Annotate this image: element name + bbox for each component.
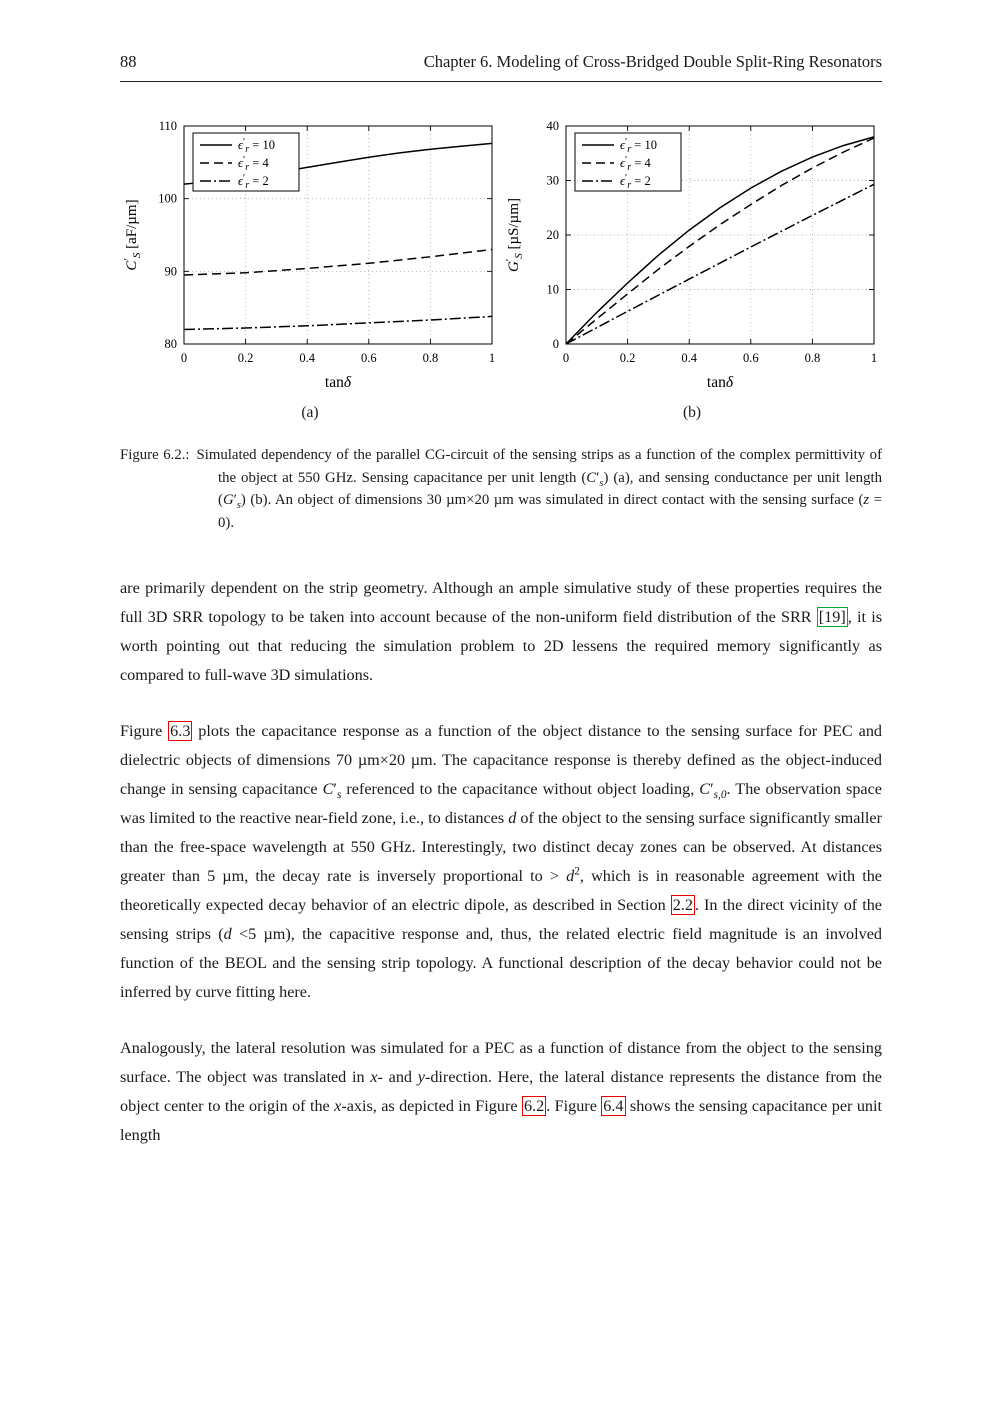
math-variable: y xyxy=(417,1068,425,1086)
math-subscript: s xyxy=(336,789,342,802)
legend-entry-label: $\epsilon'_r = 2$ xyxy=(238,173,269,191)
legend-entry-label: $\epsilon'_r = 10$ xyxy=(620,137,657,155)
math-variable: x xyxy=(370,1068,378,1086)
text-run: . The observation space was limited to the reactive near-field zone, i.e., to distances xyxy=(120,780,882,827)
x-tick-label: 1 xyxy=(870,351,878,365)
math-variable: C xyxy=(699,780,711,798)
figure-caption-text xyxy=(197,447,882,531)
math-variable: d xyxy=(508,809,517,827)
y-tick-label: 80 xyxy=(164,337,177,351)
legend-entry-label: $\epsilon'_r = 2$ xyxy=(620,173,651,191)
y-axis-label: $G'_S$ [µS/µm] xyxy=(504,198,525,272)
text-run: referenced to the capacitance without object loading, xyxy=(341,780,700,798)
math-subscript: s xyxy=(236,499,241,511)
text-run: ) (b). An object of dimensions 30 µm×20 µm was simulated in direct contact with the sensing surface ( xyxy=(240,492,864,508)
y-tick-label: 10 xyxy=(546,282,559,297)
text-run: Simulated dependency of the parallel CG-circuit of the sensing strips as a function of the complex permittivity of the object at 550 GHz. Sensing capacitance per unit length ( xyxy=(196,447,883,486)
text-run: -direction. Here, the lateral distance represents the distance from the object center to the origin of the xyxy=(120,1068,882,1115)
x-axis-label: tanδ xyxy=(324,374,352,391)
x-tick-label: 0 xyxy=(180,351,188,365)
text-run: ′ xyxy=(233,492,237,508)
math-variable: d xyxy=(566,867,575,885)
series-line xyxy=(184,250,492,276)
series-line xyxy=(184,316,492,329)
text-run: ) (a), and sensing conductance per unit length ( xyxy=(218,469,882,508)
y-tick-label: 40 xyxy=(546,119,559,133)
text-run: shows the sensing capacitance per unit length xyxy=(120,1097,882,1144)
math-variable: x xyxy=(334,1097,342,1115)
text-run: <5 µm), the capacitive response and, thus, the related electric field magnitude is an involved function of the BEOL and the sensing strip topology. A functional description of the decay behavior could not be inferred by curve fitting here. xyxy=(120,925,883,1001)
y-tick-label: 20 xyxy=(546,228,559,242)
text-run: . In the direct vicinity of the sensing strips ( xyxy=(120,896,882,943)
legend-entry-label: $\epsilon'_r = 10$ xyxy=(238,137,275,155)
x-axis-label: tanδ xyxy=(706,374,734,391)
chapter-header-title: Chapter 6. Modeling of Cross-Bridged Double Split-Ring Resonators xyxy=(423,52,882,71)
figure-6-2 xyxy=(120,112,882,422)
legend-entry-label: $\epsilon'_r = 4$ xyxy=(238,155,269,173)
math-superscript: 2 xyxy=(574,865,580,878)
cross-reference-link[interactable]: 6.4 xyxy=(603,1097,624,1115)
chart-b-sublabel: (b) xyxy=(682,404,702,421)
x-tick-label: 0.8 xyxy=(422,351,439,365)
text-run: ′ xyxy=(333,780,337,798)
x-tick-label: 0 xyxy=(562,351,570,365)
chart-a-wrap xyxy=(120,112,500,422)
math-variable: C xyxy=(586,469,597,486)
text-run: Figure xyxy=(120,722,169,740)
chart-a-sublabel: (a) xyxy=(301,404,319,421)
paragraph xyxy=(120,1034,882,1150)
math-variable: G xyxy=(222,492,234,508)
page-header xyxy=(120,0,882,82)
x-tick-label: 0.2 xyxy=(619,351,636,365)
math-subscript: s,0 xyxy=(713,789,727,802)
page-number: 88 xyxy=(120,52,137,71)
x-tick-label: 0.2 xyxy=(237,351,254,365)
cross-reference-link[interactable]: 2.2 xyxy=(672,896,693,914)
legend-entry-label: $\epsilon'_r = 4$ xyxy=(620,155,651,173)
text-run: . Figure xyxy=(546,1097,602,1115)
chart-a xyxy=(120,112,500,404)
math-variable: C xyxy=(322,780,334,798)
text-run: - and xyxy=(377,1068,418,1086)
text-run: Analogously, the lateral resolution was simulated for a PEC as a function of distance from the object to the sensing surface. The object was translated in xyxy=(120,1039,882,1086)
paragraph xyxy=(120,574,882,690)
y-tick-label: 90 xyxy=(164,264,177,279)
text-run: are primarily dependent on the strip geometry. Although an ample simulative study of these properties requires the full 3D SRR topology to be taken into account because of the non-uniform field distribution of the SRR xyxy=(120,579,882,626)
text-run: , it is worth pointing out that reducing the simulation problem to 2D lessens the required memory significantly as compared to full-wave 3D simulations. xyxy=(120,608,882,684)
chart-b-wrap xyxy=(502,112,882,422)
text-run: = 0). xyxy=(218,492,882,531)
paragraph xyxy=(120,717,882,1007)
text-run: , which is in reasonable agreement with the theoretically expected decay behavior of an electric dipole, as described in Section xyxy=(120,867,882,914)
text-run: -axis, as depicted in Figure xyxy=(341,1097,522,1115)
x-tick-label: 0.4 xyxy=(299,351,316,365)
x-tick-label: 0.8 xyxy=(804,351,821,365)
cross-reference-link[interactable]: 6.2 xyxy=(523,1097,545,1115)
x-tick-label: 1 xyxy=(488,351,496,365)
page xyxy=(120,0,882,1177)
x-tick-label: 0.6 xyxy=(360,351,377,365)
text-run: ′ xyxy=(596,469,600,486)
chart-b xyxy=(502,112,882,404)
math-subscript: s xyxy=(599,477,604,489)
y-axis-label: $C'_S$ [aF/µm] xyxy=(122,199,143,271)
math-variable: z xyxy=(863,492,870,508)
y-tick-label: 100 xyxy=(158,191,177,206)
figure-caption xyxy=(120,444,882,534)
text-run: ′ xyxy=(710,780,714,798)
x-tick-label: 0.4 xyxy=(681,351,698,365)
y-tick-label: 30 xyxy=(546,173,559,188)
citation-link[interactable]: [19] xyxy=(818,608,846,626)
text-run: plots the capacitance response as a function of the object distance to the sensing surface for PEC and dielectric objects of dimensions 70 µm×20 µm. The capacitance response is thereby defined as the object-induced change in sensing capacitance xyxy=(120,722,883,798)
y-tick-label: 110 xyxy=(158,119,177,133)
figure-caption-label: Figure 6.2.: xyxy=(120,447,190,463)
body-text xyxy=(120,574,882,1150)
cross-reference-link[interactable]: 6.3 xyxy=(170,722,191,740)
math-variable: d xyxy=(223,925,232,943)
x-tick-label: 0.6 xyxy=(742,351,759,365)
text-run: of the object to the sensing surface significantly smaller than the free-space wavelength at 550 GHz. Interestingly, two distinct decay zones can be observed. At distances greater than 5 µm, the decay rate is inversely proportional to > xyxy=(120,809,882,885)
y-tick-label: 0 xyxy=(552,337,559,351)
